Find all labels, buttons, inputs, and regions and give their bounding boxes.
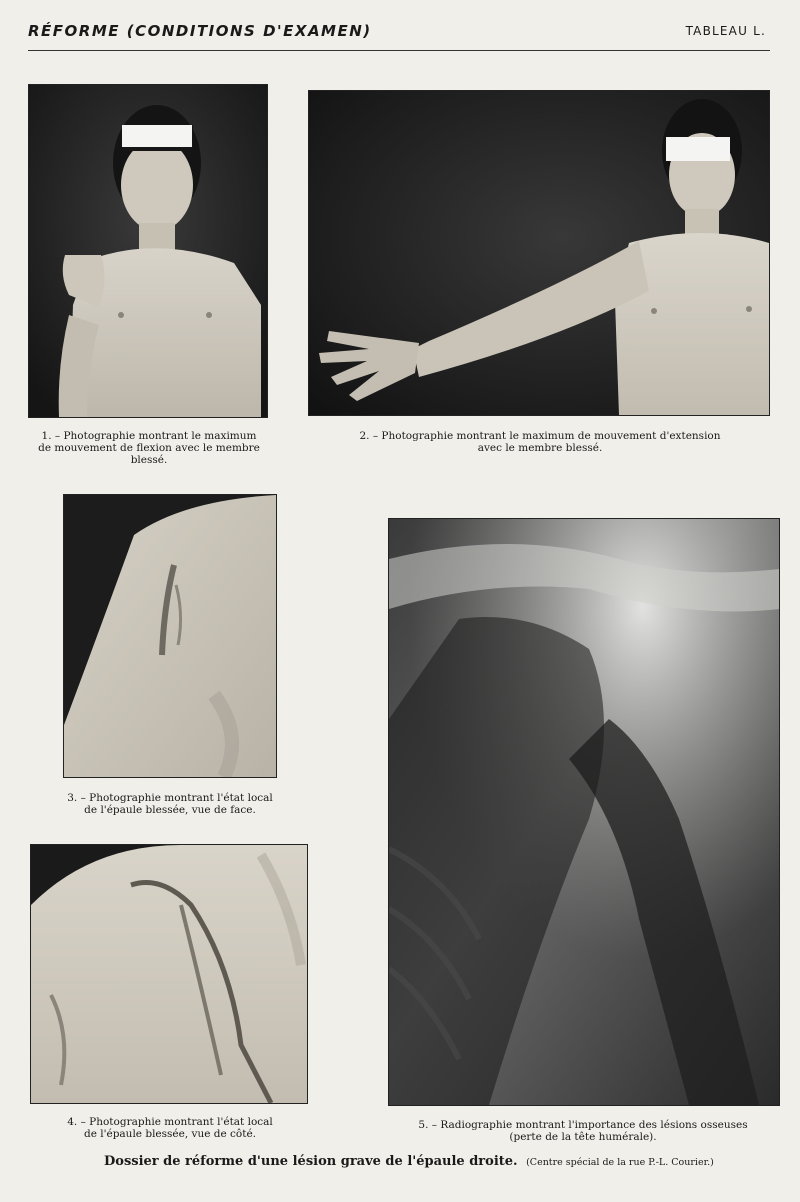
- eye-mask: [666, 137, 730, 161]
- caption-figure-3: 3. – Photographie montrant l'état local de l'épaule blessée, vue de face.: [67, 792, 273, 816]
- photo-flexion: [28, 84, 268, 418]
- footer-title: Dossier de réforme d'une lésion grave de l'épaule droite.: [104, 1154, 518, 1169]
- photo-shoulder-front: [63, 494, 277, 778]
- photo-extension: [308, 90, 770, 416]
- page-header-title: RÉFORME (CONDITIONS D'EXAMEN): [28, 22, 372, 40]
- caption-figure-1: 1. – Photographie montrant le maximum de mouvement de flexion avec le membre blessé.: [38, 430, 260, 466]
- eye-mask: [122, 125, 192, 147]
- plate-footer: [104, 1154, 714, 1169]
- caption-figure-5: 5. – Radiographie montrant l'importance des lésions osseuses (perte de la tête humérale).: [418, 1119, 748, 1143]
- plate-number: TABLEAU L.: [685, 24, 766, 38]
- photo-shoulder-side: [30, 844, 308, 1104]
- footer-credit: (Centre spécial de la rue P.-L. Courier.): [526, 1157, 714, 1168]
- radiograph-shoulder: [388, 518, 780, 1106]
- caption-figure-2: 2. – Photographie montrant le maximum de mouvement d'extension avec le membre blessé.: [359, 430, 721, 454]
- header-rule: [28, 50, 770, 51]
- caption-figure-4: 4. – Photographie montrant l'état local de l'épaule blessée, vue de côté.: [67, 1116, 273, 1140]
